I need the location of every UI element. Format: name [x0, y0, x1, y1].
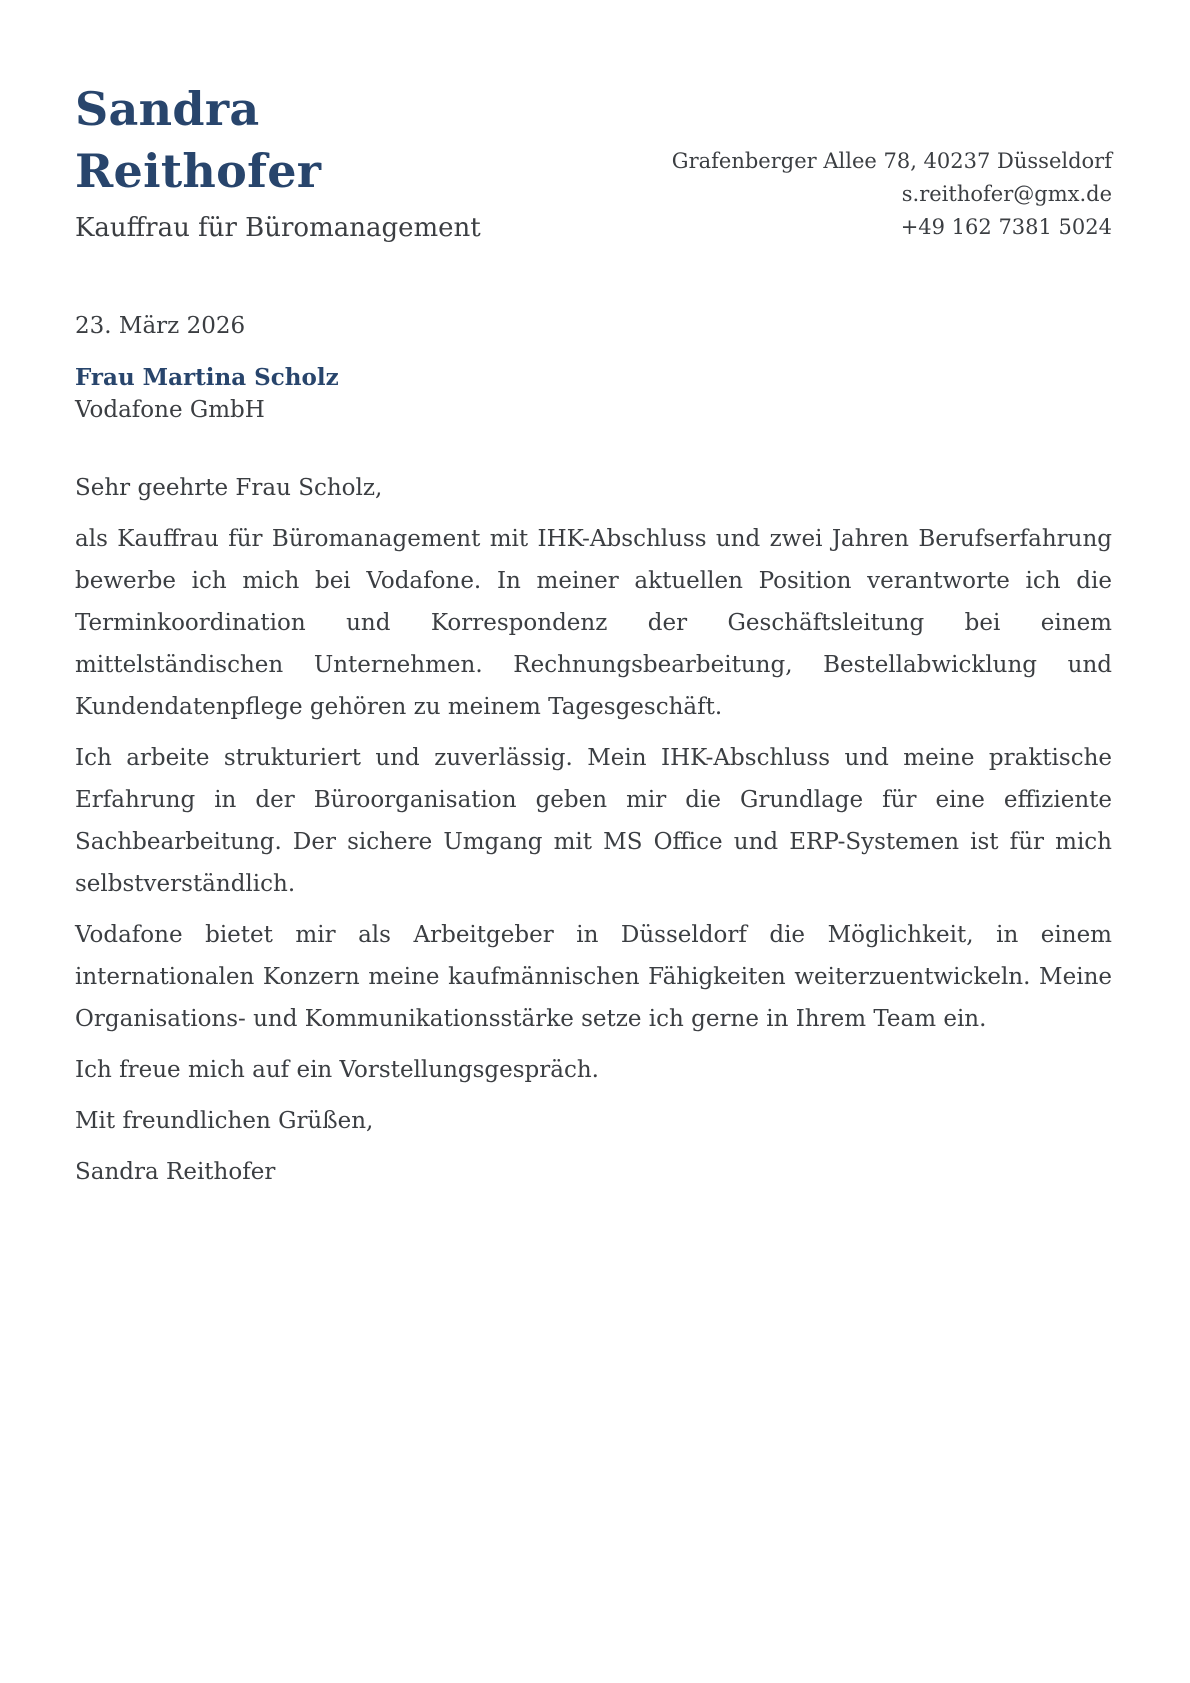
letter-date: 23. März 2026	[75, 313, 246, 339]
letter-body	[75, 467, 1112, 1193]
salutation: Sehr geehrte Frau Scholz,	[75, 475, 383, 501]
body-paragraph: Ich arbeite strukturiert und zuverlässig. Mein IHK-Abschluss und meine praktische Erfahrung in der Büroorganisation geben mir die Grundlage für eine effiziente Sachbearbeitung. Der sichere Umgang mit MS Office und ERP-Systemen ist für mich selbstverständlich.	[75, 745, 1112, 897]
sender-identity	[75, 78, 481, 244]
recipient-company: Vodafone GmbH	[75, 397, 265, 423]
sender-first-name: Sandra	[75, 82, 260, 136]
letter-header	[75, 78, 1112, 244]
contact-phone: +49 162 7381 5024	[900, 215, 1112, 239]
closing-line: Ich freue mich auf ein Vorstellungsgespräch.	[75, 1057, 599, 1083]
valediction: Mit freundlichen Grüßen,	[75, 1108, 374, 1134]
sender-job-title: Kauffrau für Büromanagement	[75, 213, 481, 243]
recipient-block	[75, 361, 1112, 427]
contact-block	[672, 145, 1112, 244]
sender-last-name: Reithofer	[75, 144, 322, 198]
contact-address: Grafenberger Allee 78, 40237 Düsseldorf	[671, 149, 1112, 173]
contact-email: s.reithofer@gmx.de	[901, 182, 1112, 206]
signature-name: Sandra Reithofer	[75, 1159, 276, 1185]
sender-name	[75, 78, 481, 202]
body-paragraph: Vodafone bietet mir als Arbeitgeber in Düsseldorf die Möglichkeit, in einem internationalen Konzern meine kaufmännischen Fähigkeiten weiterzuentwickeln. Meine Organisations- und Kommunikationsstärke setze ich gerne in Ihrem Team ein.	[75, 922, 1112, 1032]
recipient-name: Frau Martina Scholz	[75, 364, 339, 391]
body-paragraph: als Kauffrau für Büromanagement mit IHK-Abschluss und zwei Jahren Berufserfahrung bewerbe ich mich bei Vodafone. In meiner aktuellen Position verantworte ich die Terminkoordination und Korrespondenz der Geschäftsleitung bei einem mittelständischen Unternehmen. Rechnungsbearbeitung, Bestellabwicklung und Kundendatenpflege gehören zu meinem Tagesgeschäft.	[75, 526, 1112, 720]
